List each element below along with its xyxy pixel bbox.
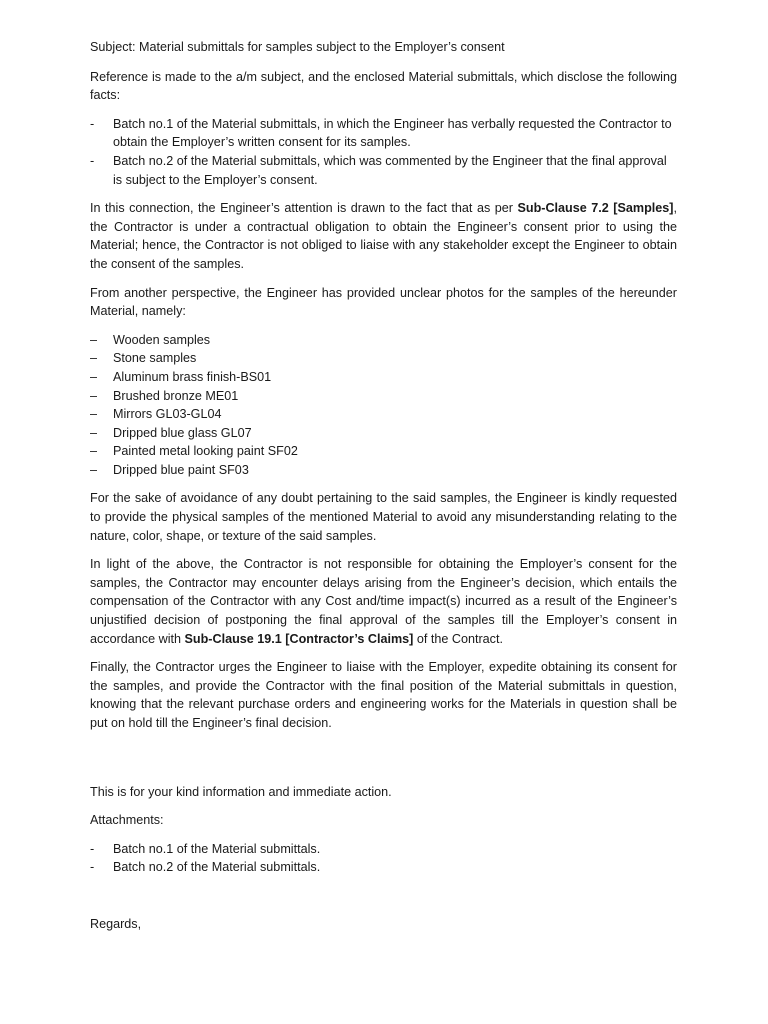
dash-bullet: -	[90, 116, 95, 131]
sample-text: Mirrors GL03-GL04	[113, 407, 222, 422]
dash-bullet: –	[90, 351, 98, 366]
list-item	[90, 115, 677, 152]
dash-bullet: –	[90, 388, 98, 403]
sample-text: Brushed bronze ME01	[113, 388, 239, 403]
sample-text: Dripped blue glass GL07	[113, 425, 252, 440]
letter-body	[90, 38, 677, 934]
dash-bullet: –	[90, 332, 98, 347]
list-item	[90, 349, 677, 368]
sample-text: Stone samples	[113, 351, 197, 366]
light-paragraph	[90, 555, 677, 648]
sample-text: Wooden samples	[113, 332, 211, 347]
attachment-text: Batch no.2 of the Material submittals.	[113, 860, 321, 875]
claims-clause-reference: Sub-Clause 19.1 [Contractor’s Claims]	[184, 631, 414, 646]
sample-text: Painted metal looking paint SF02	[113, 444, 298, 459]
dash-bullet: –	[90, 425, 98, 440]
fact-text: Batch no.2 of the Material submittals, which was commented by the Engineer that the final approval is subject to the Employer’s consent.	[113, 153, 667, 187]
light-text-end: of the Contract.	[413, 631, 503, 646]
facts-list	[90, 115, 677, 189]
list-item	[90, 840, 677, 859]
info-line: This is for your kind information and immediate action.	[90, 784, 392, 799]
list-item	[90, 331, 677, 350]
attachment-text: Batch no.1 of the Material submittals.	[113, 841, 321, 856]
dash-bullet: –	[90, 407, 98, 422]
list-item	[90, 442, 677, 461]
dash-bullet: -	[90, 153, 95, 168]
perspective-paragraph: From another perspective, the Engineer has provided unclear photos for the samples of the hereunder Material, namely:	[90, 285, 677, 319]
subject-line: Subject: Material submittals for samples subject to the Employer’s consent	[90, 40, 505, 54]
connection-text-end: , the Contractor is under a contractual obligation to obtain the Engineer’s consent prior to using the Material; hence, the Contractor is not obliged to liaise with any stakeholder except the Engineer to obtain the consent of the samples.	[90, 201, 677, 271]
list-item	[90, 461, 677, 480]
sample-text: Dripped blue paint SF03	[113, 462, 249, 477]
list-item	[90, 152, 677, 189]
dash-bullet: -	[90, 860, 95, 875]
regards-closing: Regards,	[90, 916, 142, 931]
dash-bullet: –	[90, 444, 98, 459]
list-item	[90, 368, 677, 387]
connection-paragraph	[90, 199, 677, 273]
samples-list	[90, 331, 677, 480]
attachments-heading: Attachments:	[90, 813, 164, 828]
attachments-list	[90, 840, 677, 877]
finally-paragraph: Finally, the Contractor urges the Engineer to liaise with the Employer, expedite obtaining its consent for the samples, and provide the Contractor with the final position of the Material submittals in question, knowing that the relevant purchase orders and engineering works for the Materials in question shall be put on hold till the Engineer’s final decision.	[90, 660, 677, 730]
light-text-start: In light of the above, the Contractor is not responsible for obtaining the Employer’s consent for the samples, the Contractor may encounter delays arising from the Engineer’s decision, which entails the compensation of the Contractor with any Cost and/time impact(s) incurred as a result of the Engineer’s unjustified decision of postponing the final approval of the samples till the Employer’s consent in accordance with	[90, 557, 677, 646]
dash-bullet: –	[90, 369, 98, 384]
dash-bullet: -	[90, 841, 95, 856]
connection-text-start: In this connection, the Engineer’s attention is drawn to the fact that as per	[90, 201, 518, 216]
spacer	[90, 743, 677, 783]
list-item	[90, 858, 677, 877]
sample-text: Aluminum brass finish-BS01	[113, 369, 272, 384]
fact-text: Batch no.1 of the Material submittals, in which the Engineer has verbally requested the Contractor to obtain the Employer’s written consent for its samples.	[113, 116, 672, 150]
list-item	[90, 387, 677, 406]
list-item	[90, 405, 677, 424]
avoidance-paragraph: For the sake of avoidance of any doubt pertaining to the said samples, the Engineer is kindly requested to provide the physical samples of the mentioned Material to avoid any misunderstanding relating to the nature, color, shape, or texture of the said samples.	[90, 491, 677, 543]
dash-bullet: –	[90, 462, 98, 477]
intro-paragraph: Reference is made to the a/m subject, and the enclosed Material submittals, which disclose the following facts:	[90, 69, 677, 103]
list-item	[90, 424, 677, 443]
sub-clause-reference: Sub-Clause 7.2 [Samples]	[517, 201, 674, 216]
spacer	[90, 887, 677, 915]
